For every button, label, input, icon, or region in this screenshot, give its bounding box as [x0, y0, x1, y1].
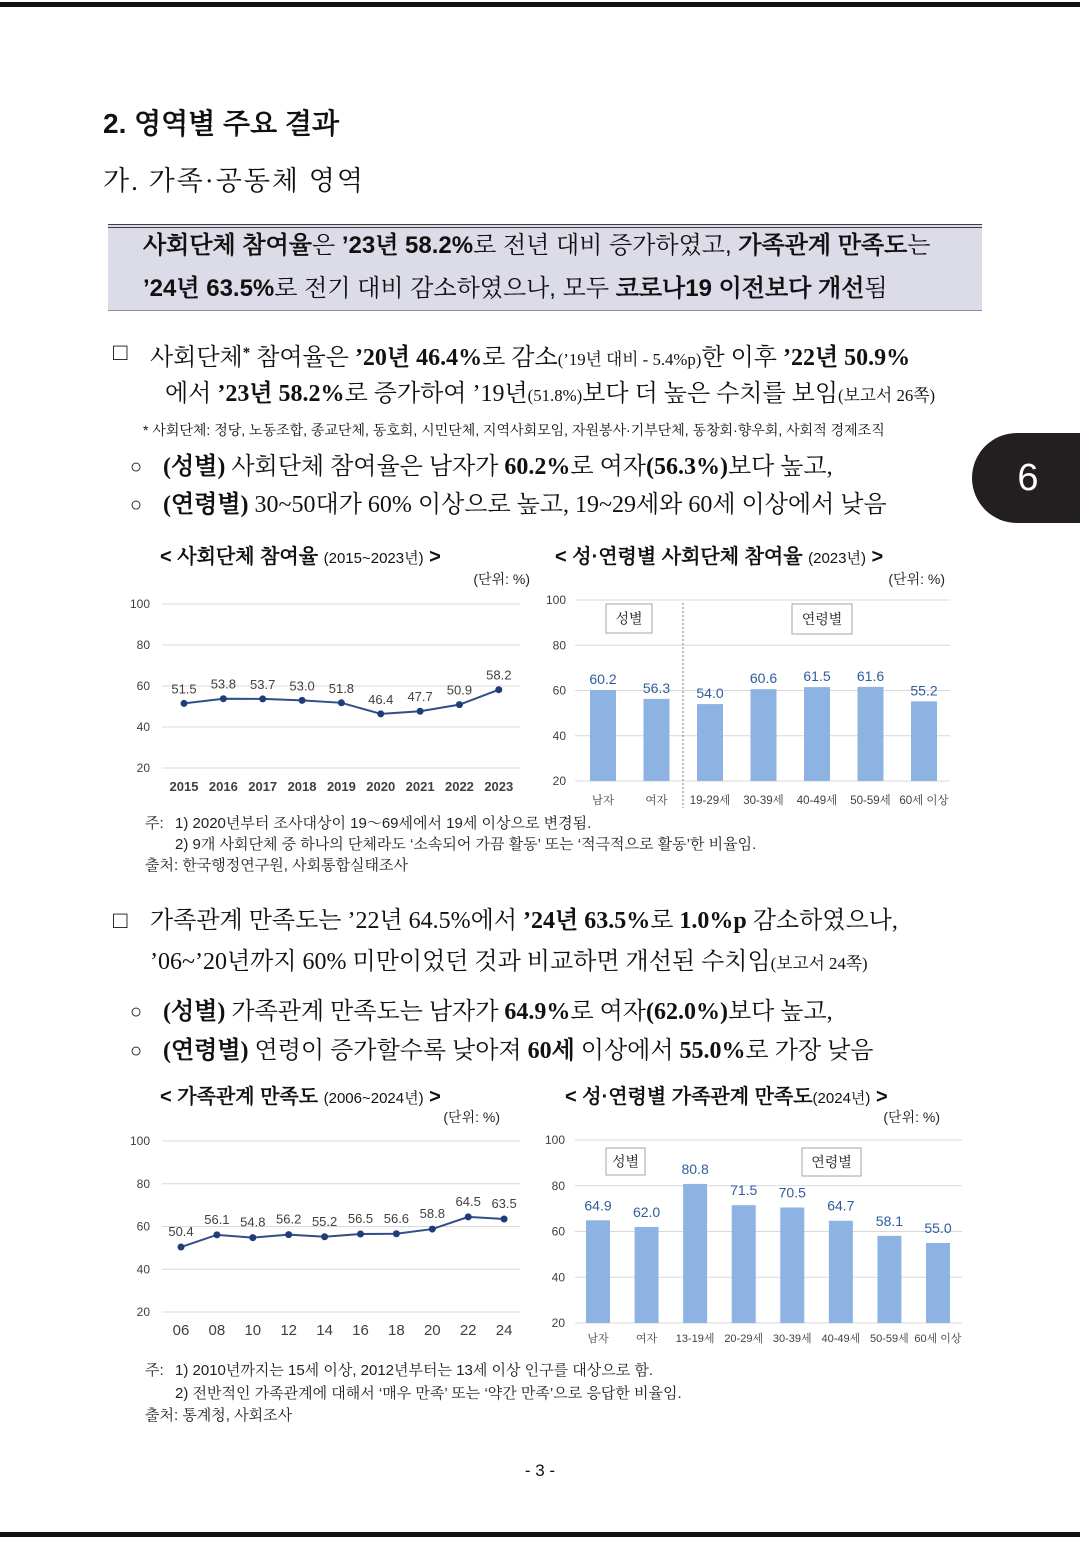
text-segment: 한 이후	[701, 345, 783, 372]
emphasis-text: (성별)	[163, 999, 226, 1025]
text-segment: 연령이 증가할수록 낮아져	[248, 1038, 528, 1064]
data-label: 56.2	[276, 1211, 302, 1227]
note-item: 2) 전반적인 가족관계에 대해서 ‘매우 만족’ 또는 ‘약간 만족’으로 응답한 비율임.	[175, 1385, 682, 1402]
x-category-label: 여자	[645, 795, 668, 807]
subsection-heading: 가. 가족·공동체 영역	[103, 166, 365, 196]
title-close-bracket: >	[871, 546, 884, 568]
text-segment: 로 증가하여 ’19년	[344, 381, 528, 407]
emphasis-text: 60세	[527, 1038, 575, 1064]
small-text: (보고서 26쪽)	[838, 386, 936, 405]
y-tick-label: 20	[136, 761, 150, 775]
page-number: - 3 -	[524, 1461, 556, 1480]
bar-value-label: 60.2	[589, 671, 617, 688]
text-segment: 로 여자	[570, 454, 646, 480]
emphasis-text: ’23년 58.2%	[341, 232, 474, 259]
text-segment: 이상에서	[574, 1038, 680, 1064]
data-label: 63.5	[491, 1196, 517, 1212]
title-open-bracket: <	[160, 546, 172, 568]
note-source: 출처: 통계청, 사회조사	[145, 1407, 293, 1424]
section-heading: 2. 영역별 주요 결과	[103, 108, 340, 139]
bar	[911, 701, 937, 781]
note-item: 1) 2010년까지는 15세 이상, 2012년부터는 13세 이상 인구를 대상으로 함.	[175, 1362, 654, 1379]
text-segment: 30~50대가 60% 이상으로 높고, 19~29세와 60세 이상에서 낮음	[248, 492, 887, 518]
data-label: 58.2	[486, 667, 512, 683]
note-label: 주:	[145, 1362, 164, 1379]
y-tick-label: 40	[551, 1270, 565, 1285]
bar	[683, 1184, 707, 1323]
x-category-label: 2023	[484, 779, 514, 794]
x-category-label: 24	[495, 1322, 513, 1339]
y-tick-label: 100	[545, 593, 566, 607]
bar-value-label: 62.0	[632, 1203, 661, 1220]
footnote: * 사회단체: 정당, 노동조합, 종교단체, 동호회, 시민단체, 지역사회모임, 자원봉사·기부단체, 동창회·향우회, 사회적 경제조직	[143, 422, 885, 438]
data-label: 54.8	[240, 1214, 266, 1230]
emphasis-text: 1.0%p	[679, 908, 747, 934]
y-tick-label: 60	[136, 1219, 150, 1234]
data-label: 58.8	[419, 1206, 445, 1222]
bar-value-label: 60.6	[749, 670, 778, 687]
circle-bullet: ○	[130, 1001, 143, 1023]
bar-value-label: 54.0	[696, 685, 724, 702]
y-tick-label: 100	[129, 1134, 150, 1148]
text-segment: 참여율은	[250, 345, 355, 372]
note-source: 출처: 한국행정연구원, 사회통합실태조사	[145, 857, 409, 874]
x-category-label: 2020	[366, 779, 396, 794]
chart-title-text: 성·연령별 사회단체 참여율	[572, 546, 803, 568]
text-segment: 됨	[864, 275, 888, 302]
bar-value-label: 64.9	[584, 1197, 612, 1214]
bar	[635, 1227, 659, 1323]
text-segment: 보다 높고,	[727, 454, 833, 480]
title-close-bracket: >	[429, 546, 441, 568]
chart-title	[160, 1085, 510, 1111]
data-label: 50.9	[446, 682, 473, 698]
data-label: 53.0	[289, 678, 315, 694]
x-category-label: 남자	[591, 795, 615, 807]
y-tick-label: 20	[551, 1316, 565, 1330]
y-tick-label: 100	[544, 1133, 565, 1147]
chart-title	[555, 545, 950, 571]
line-chart	[110, 590, 535, 805]
y-tick-label: 60	[552, 683, 566, 698]
title-open-bracket: <	[160, 1086, 172, 1108]
x-category-label: 14	[316, 1322, 333, 1339]
note-item: 1) 2020년부터 조사대상이 19～69세에서 19세 이상으로 변경됨.	[175, 815, 592, 832]
data-point	[377, 710, 384, 717]
bar	[829, 1221, 853, 1323]
chart-title-text: 사회단체 참여율	[177, 546, 319, 568]
data-point	[456, 701, 463, 708]
point-line	[163, 996, 968, 1028]
data-point	[181, 700, 188, 707]
bar-value-label: 61.6	[856, 667, 885, 684]
line-chart	[110, 1130, 535, 1345]
point-line	[163, 451, 953, 483]
x-category-label: 2019	[326, 779, 356, 794]
footnote-marker: *	[242, 345, 251, 361]
x-category-label: 50-59세	[850, 795, 891, 807]
text-segment: 가족관계 만족도는 남자가	[225, 999, 505, 1025]
y-tick-label: 40	[552, 728, 566, 743]
data-label: 55.2	[311, 1213, 338, 1229]
x-category-label: 18	[388, 1322, 405, 1339]
x-category-label: 19-29세	[689, 795, 731, 807]
emphasis-text: 코로나19 이전보다 개선	[615, 275, 865, 302]
data-point	[357, 1230, 364, 1237]
y-tick-label: 20	[552, 774, 566, 788]
data-label: 53.7	[250, 676, 276, 692]
point-line	[163, 1035, 968, 1067]
data-point	[465, 1213, 472, 1220]
chart-title-text: 가족관계 만족도	[177, 1086, 319, 1108]
text-segment: 보다 높고,	[727, 999, 833, 1025]
bar-value-label: 56.3	[642, 679, 671, 696]
bar-value-label: 55.0	[924, 1219, 952, 1236]
text-segment: 로	[650, 908, 680, 934]
chart-unit: (단위: %)	[883, 1109, 940, 1125]
emphasis-text: 55.0%	[679, 1038, 746, 1064]
chart-period: (2023년)	[808, 550, 866, 567]
data-label: 46.4	[368, 691, 394, 707]
data-point	[220, 695, 227, 702]
text-segment: 로 여자	[570, 999, 646, 1025]
x-category-label: 여자	[635, 1333, 658, 1345]
x-category-label: 2021	[405, 779, 435, 794]
y-tick-label: 20	[136, 1305, 150, 1319]
circle-bullet: ○	[130, 456, 143, 478]
x-category-label: 13-19세	[675, 1333, 715, 1345]
small-text: (’19년 대비 - 5.4%p)	[557, 350, 702, 370]
bar-value-label: 80.8	[681, 1160, 709, 1177]
x-category-label: 60세 이상	[914, 1333, 962, 1345]
emphasis-text: (연령별)	[163, 492, 249, 518]
emphasis-text: (연령별)	[163, 1038, 249, 1064]
text-segment: 는	[907, 232, 931, 259]
data-label: 50.4	[168, 1224, 194, 1240]
y-tick-label: 40	[136, 720, 150, 734]
y-tick-label: 100	[129, 597, 150, 611]
small-text: (51.8%)	[527, 386, 583, 405]
bar-chart	[540, 590, 960, 815]
bar	[804, 687, 830, 781]
chapter-tab: 6	[972, 433, 1080, 523]
y-tick-label: 40	[136, 1262, 150, 1277]
title-close-bracket: >	[429, 1086, 441, 1108]
data-point	[249, 1234, 256, 1241]
bar	[590, 690, 616, 781]
emphasis-text: ’20년 46.4%	[354, 345, 483, 372]
data-point	[299, 697, 306, 704]
paragraph-line	[150, 905, 972, 937]
data-label: 56.1	[204, 1211, 230, 1227]
emphasis-text: 60.2%	[504, 454, 571, 480]
data-label: 51.8	[328, 680, 355, 696]
data-point	[285, 1231, 292, 1238]
text-segment: ’06~’20년까지 60% 미만이었던 것과 비교하면 개선된 수치임	[150, 949, 771, 975]
x-category-label: 60세 이상	[899, 795, 949, 807]
data-point	[417, 708, 424, 715]
chart-period: (2015~2023년)	[323, 550, 424, 567]
data-point	[338, 699, 345, 706]
emphasis-text: ’23년 58.2%	[217, 381, 345, 407]
bar-value-label: 71.5	[730, 1182, 758, 1199]
x-category-label: 2022	[444, 779, 474, 794]
note-label: 주:	[145, 815, 164, 832]
y-tick-label: 80	[552, 638, 566, 653]
emphasis-text: 사회단체 참여율	[143, 232, 312, 259]
y-tick-label: 80	[136, 1176, 150, 1191]
chart-unit: (단위: %)	[443, 1109, 500, 1125]
data-point	[259, 695, 266, 702]
x-category-label: 2018	[287, 779, 317, 794]
y-tick-label: 60	[136, 679, 150, 693]
circle-bullet: ○	[130, 494, 143, 516]
x-category-label: 2016	[208, 779, 238, 794]
text-segment: 로 전년 대비 증가하였고,	[473, 232, 739, 259]
x-category-label: 20-29세	[724, 1333, 764, 1345]
data-point	[501, 1216, 508, 1223]
x-category-label: 22	[459, 1322, 477, 1339]
y-tick-label: 80	[136, 638, 150, 652]
x-category-label: 06	[172, 1322, 190, 1339]
paragraph-line	[150, 946, 955, 980]
chart-title	[565, 1085, 955, 1111]
data-label: 56.6	[383, 1210, 410, 1226]
x-category-label: 40-49세	[796, 795, 838, 807]
x-category-label: 30-39세	[743, 795, 784, 807]
x-category-label: 50-59세	[870, 1333, 909, 1345]
paragraph-line	[165, 378, 973, 412]
emphasis-text: ’22년 50.9%	[782, 345, 911, 372]
y-tick-label: 80	[551, 1178, 565, 1193]
data-point	[178, 1244, 185, 1251]
text-segment: 로 가장 낮음	[745, 1038, 874, 1064]
bar-value-label: 61.5	[803, 668, 831, 685]
bar-chart	[540, 1130, 970, 1352]
emphasis-text: (62.0%)	[645, 999, 728, 1025]
data-label: 64.5	[455, 1193, 481, 1209]
bar	[732, 1205, 756, 1323]
emphasis-text: ’24년 63.5%	[143, 275, 275, 302]
summary-line	[143, 273, 979, 305]
x-category-label: 30-39세	[772, 1333, 812, 1345]
data-label: 47.7	[407, 689, 433, 705]
emphasis-text: (성별)	[163, 454, 226, 480]
emphasis-text: 가족관계 만족도	[738, 232, 908, 259]
text-segment: 사회단체 참여율은 남자가	[225, 454, 505, 480]
x-category-label: 40-49세	[821, 1333, 861, 1345]
summary-line	[143, 230, 979, 262]
bar	[780, 1207, 804, 1323]
text-segment: 에서	[165, 381, 218, 407]
data-label: 53.8	[210, 676, 237, 692]
bar-value-label: 70.5	[778, 1184, 806, 1201]
x-category-label: 08	[208, 1322, 226, 1339]
title-close-bracket: >	[875, 1086, 888, 1108]
data-point	[213, 1231, 220, 1238]
data-label: 51.5	[171, 681, 197, 697]
chart-title	[160, 545, 510, 571]
group-label: 연령별	[811, 1154, 852, 1170]
paragraph-line	[150, 337, 972, 376]
chart-unit: (단위: %)	[473, 571, 530, 587]
bar	[586, 1220, 610, 1323]
x-category-label: 2017	[248, 779, 278, 794]
title-open-bracket: <	[565, 1086, 577, 1108]
title-open-bracket: <	[555, 546, 567, 568]
chart-period: (2024년)	[812, 1090, 871, 1107]
point-line	[163, 489, 953, 521]
bar	[644, 699, 670, 781]
x-category-label: 16	[352, 1322, 369, 1339]
bar-value-label: 58.1	[875, 1212, 904, 1229]
chart-period: (2006~2024년)	[323, 1090, 424, 1107]
text-segment: 로 감소	[482, 345, 558, 372]
x-category-label: 2015	[169, 779, 199, 794]
x-category-label: 남자	[587, 1333, 609, 1345]
bar-value-label: 55.2	[910, 682, 938, 699]
data-label: 56.5	[347, 1210, 374, 1226]
small-text: (보고서 24쪽)	[770, 954, 868, 973]
y-tick-label: 60	[551, 1224, 565, 1239]
bar	[858, 687, 884, 781]
group-label: 성별	[615, 610, 643, 627]
group-label: 성별	[611, 1153, 640, 1170]
note-item: 2) 9개 사회단체 중 하나의 단체라도 ‘소속되어 가끔 활동’ 또는 ‘적극적으로 활동’한 비율임.	[175, 836, 757, 853]
bar	[877, 1236, 901, 1323]
circle-bullet: ○	[130, 1040, 143, 1062]
chart-unit: (단위: %)	[888, 571, 945, 587]
group-label: 연령별	[801, 611, 843, 627]
square-bullet: □	[113, 340, 128, 366]
square-bullet: □	[113, 908, 128, 934]
top-rule	[0, 2, 1080, 7]
text-segment: 로 전기 대비 감소하였으나, 모두	[274, 275, 616, 302]
bottom-rule	[0, 1532, 1080, 1537]
data-point	[429, 1226, 436, 1233]
emphasis-text: (56.3%)	[645, 454, 728, 480]
x-category-label: 10	[244, 1322, 262, 1339]
text-segment: 은	[311, 232, 342, 259]
text-segment: 가족관계 만족도는 ’22년 64.5%에서	[150, 908, 524, 934]
data-point	[495, 686, 502, 693]
bar-value-label: 64.7	[827, 1197, 855, 1214]
text-segment: 감소하였으나,	[746, 908, 898, 934]
text-segment: 보다 더 높은 수치를 보임	[582, 381, 839, 407]
x-category-label: 12	[280, 1322, 298, 1339]
emphasis-text: 64.9%	[504, 999, 571, 1025]
bar	[697, 704, 723, 781]
emphasis-text: ’24년 63.5%	[523, 908, 651, 934]
data-point	[321, 1233, 328, 1240]
x-category-label: 20	[423, 1322, 441, 1339]
data-point	[393, 1230, 400, 1237]
text-segment: 사회단체	[150, 345, 243, 372]
bar	[751, 689, 777, 781]
bar	[926, 1243, 950, 1323]
chart-title-text: 성·연령별 가족관계 만족도	[582, 1086, 813, 1108]
